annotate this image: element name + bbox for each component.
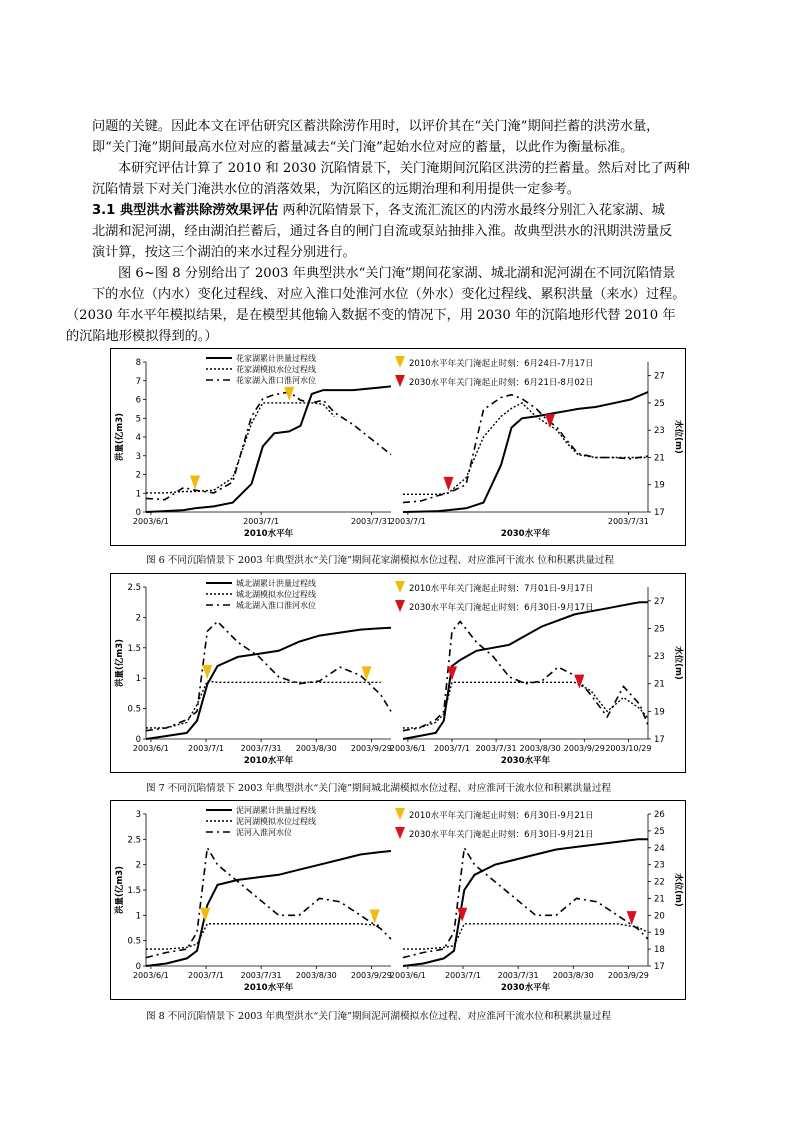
x-tick-label: 2003/8/30	[552, 971, 594, 980]
period-label-1: 2010水平年关门淹起止时刻：6月24日-7月17日	[409, 359, 594, 369]
left-tick-label: 8	[135, 358, 141, 368]
right-tick-label: 17	[654, 508, 665, 518]
panel-title: 2030水平年	[500, 529, 551, 539]
legend-label-1: 城北湖累计洪量过程线	[236, 579, 316, 588]
x-tick-label: 2003/7/31	[475, 744, 517, 753]
x-tick-label: 2003/6/1	[389, 744, 426, 753]
x-tick-label: 2003/6/1	[132, 971, 169, 980]
panel-title: 2030水平年	[500, 756, 551, 766]
sec-line-3: 演计算，按这三个湖泊的来水过程分别进行。	[92, 245, 356, 260]
left-tick-label: 4	[135, 433, 141, 443]
paragraph-1	[92, 116, 716, 158]
period-label-1: 2010水平年关门淹起止时刻：7月01日-9月17日	[409, 584, 594, 594]
right-tick-label: 23	[654, 652, 665, 663]
x-tick-label: 2003/7/1	[243, 517, 280, 526]
left-tick-label: 0	[135, 962, 141, 972]
p2-line-1: 本研究评估计算了 2010 和 2030 沉陷情景下，关门淹期间沉陷区洪涝的拦蓄量。然后对比了两种	[118, 161, 690, 176]
left-tick-label: 5	[135, 414, 141, 425]
paragraph-2	[92, 158, 716, 200]
right-tick-label: 27	[654, 596, 665, 607]
legend-label-3: 花家湖入淮口淮河水位	[236, 376, 316, 385]
figure-8-caption: 图 8 不同沉陷情景下 2003 年典型洪水“关门淹”期间泥河湖模拟水位过程、对应淮河干流水位和积累洪量过程	[146, 1011, 612, 1022]
x-tick-label: 2003/6/1	[132, 517, 169, 526]
sec-line-1: 两种沉陷情景下，各支流汇流区的内涝水最终分别汇入花家湖、城	[282, 203, 665, 218]
left-tick-label: 2.5	[127, 583, 141, 593]
x-tick-label: 2003/7/1	[389, 517, 426, 526]
left-tick-label: 2	[135, 470, 141, 481]
panel-title: 2010水平年	[243, 529, 294, 539]
left-axis-label: 洪量(亿m3)	[115, 412, 125, 462]
right-tick-label: 27	[654, 371, 665, 382]
legend-label-2: 花家湖模拟水位过程线	[236, 365, 316, 374]
x-tick-label: 2003/7/31	[240, 971, 282, 980]
p2-line-2: 沉陷情景下对关门淹洪水位的消落效果，为沉陷区的远期治理和利用提供一定参考。	[92, 182, 580, 197]
legend-label-3: 泥河入淮河水位	[236, 828, 292, 837]
period-label-1: 2010水平年关门淹起止时刻：6月30日-9月21日	[409, 811, 594, 821]
x-tick-label: 2003/7/31	[350, 517, 392, 526]
p1-line-1: 问题的关键。因此本文在评估研究区蓄洪除涝作用时，以评价其在“关门淹”期间拦蓄的洪涝水量，	[92, 119, 660, 134]
x-tick-label: 2003/8/30	[295, 971, 337, 980]
x-tick-label: 2003/9/29	[350, 971, 392, 980]
left-tick-label: 6	[135, 395, 141, 406]
x-tick-label: 2003/7/1	[434, 744, 470, 753]
x-tick-label: 2003/9/29	[607, 971, 649, 980]
x-tick-label: 2003/6/1	[389, 971, 426, 980]
p4-line-3: （2030 年水平年模拟结果，是在模型其他输入数据不变的情况下，用 2030 年的沉陷地形代替 2010 年	[66, 308, 676, 323]
left-tick-label: 1	[135, 489, 141, 500]
right-tick-label: 23	[654, 860, 665, 871]
figure-8	[110, 800, 686, 1000]
left-axis-label: 洪量(亿m3)	[115, 638, 125, 688]
section-heading: 3.1 典型洪水蓄洪除涝效果评估	[92, 203, 279, 218]
left-tick-label: 0	[135, 508, 141, 518]
x-tick-label: 2003/10/29	[605, 744, 652, 753]
right-tick-label: 21	[654, 894, 665, 905]
right-tick-label: 17	[654, 735, 665, 745]
x-tick-label: 2003/6/1	[132, 744, 169, 753]
right-tick-label: 19	[654, 707, 665, 718]
p4-line-4: 的沉陷地形模拟得到的。）	[66, 329, 218, 344]
left-axis-label: 洪量(亿m3)	[115, 865, 125, 915]
right-tick-label: 19	[654, 480, 665, 491]
right-tick-label: 19	[654, 928, 665, 939]
right-tick-label: 25	[654, 826, 665, 837]
x-tick-label: 2003/9/29	[350, 744, 392, 753]
p4-line-1: 图 6~图 8 分别给出了 2003 年典型洪水“关门淹”期间花家湖、城北湖和泥河湖在不同沉陷情景	[118, 266, 676, 281]
panel-title: 2010水平年	[243, 756, 294, 766]
figure-6	[110, 348, 686, 546]
right-tick-label: 23	[654, 426, 665, 437]
left-tick-label: 3	[135, 451, 141, 462]
figure-7-caption: 图 7 不同沉陷情景下 2003 年典型洪水“关门淹”期间城北湖模拟水位过程、对应淮河干流水位和积累洪量过程	[146, 783, 612, 794]
left-tick-label: 0.5	[127, 704, 141, 715]
x-tick-label: 2003/8/30	[295, 744, 337, 753]
p4-line-2: 下的水位（内水）变化过程线、对应入淮口处淮河水位（外水）变化过程线、累积洪量（来水）过程。	[92, 287, 686, 302]
right-axis-label: 水位(m)	[673, 873, 683, 907]
right-tick-label: 26	[654, 810, 665, 820]
figure-7-chart	[110, 573, 686, 773]
x-tick-label: 2003/7/31	[240, 744, 282, 753]
figure-8-chart	[110, 800, 686, 1000]
left-tick-label: 0	[135, 735, 141, 745]
p1-line-2: 即“关门淹”期间最高水位对应的蓄量减去“关门淹”起始水位对应的蓄量，以此作为衡量标准。	[92, 140, 634, 155]
sec-line-2: 北湖和泥河湖，经由湖泊拦蓄后，通过各自的闸门自流或泵站抽排入淮。故典型洪水的汛期洪涝量反	[92, 224, 673, 239]
x-tick-label: 2003/9/29	[563, 744, 605, 753]
left-tick-label: 0.5	[127, 936, 141, 947]
x-tick-label: 2003/7/31	[607, 517, 649, 526]
left-tick-label: 2	[135, 860, 141, 871]
period-label-2: 2030水平年关门淹起止时刻：6月30日-9月17日	[409, 603, 594, 613]
left-tick-label: 1.5	[127, 643, 141, 654]
legend-label-3: 城北湖入淮口淮河水位	[236, 601, 316, 610]
legend-label-1: 泥河湖累计洪量过程线	[236, 806, 316, 815]
right-tick-label: 21	[654, 453, 665, 464]
right-axis-label: 水位(m)	[673, 646, 683, 680]
x-tick-label: 2003/7/1	[188, 744, 224, 753]
paragraph-4	[66, 263, 716, 347]
right-tick-label: 17	[654, 962, 665, 972]
right-tick-label: 18	[654, 945, 665, 956]
figure-7	[110, 573, 686, 773]
panel-title: 2010水平年	[243, 983, 294, 993]
left-tick-label: 2	[135, 613, 141, 624]
left-tick-label: 1	[135, 911, 141, 922]
right-tick-label: 21	[654, 679, 665, 690]
period-label-2: 2030水平年关门淹起止时刻：6月21日-8月02日	[409, 378, 594, 388]
right-tick-label: 22	[654, 877, 665, 888]
x-tick-label: 2003/7/31	[497, 971, 539, 980]
right-tick-label: 20	[654, 911, 665, 922]
legend-label-1: 花家湖累计洪量过程线	[236, 354, 316, 363]
left-tick-label: 7	[135, 376, 141, 387]
section-3-1	[92, 200, 716, 263]
x-tick-label: 2003/7/1	[445, 971, 481, 980]
panel-title: 2030水平年	[500, 983, 551, 993]
right-tick-label: 25	[654, 624, 665, 635]
legend-label-2: 城北湖模拟水位过程线	[236, 590, 316, 599]
right-axis-label: 水位(m)	[673, 420, 683, 454]
x-tick-label: 2003/7/1	[188, 971, 224, 980]
period-label-2: 2030水平年关门淹起止时刻：6月30日-9月21日	[409, 830, 594, 840]
right-tick-label: 25	[654, 398, 665, 409]
left-tick-label: 1	[135, 674, 141, 685]
figure-6-caption: 图 6 不同沉陷情景下 2003 年典型洪水“关门淹”期间花家湖模拟水位过程、对应淮河干流水 位和积累洪量过程	[146, 555, 615, 566]
legend-label-2: 泥河湖模拟水位过程线	[236, 817, 316, 826]
right-tick-label: 24	[654, 843, 665, 854]
left-tick-label: 3	[135, 810, 141, 820]
left-tick-label: 2.5	[127, 835, 141, 846]
left-tick-label: 1.5	[127, 886, 141, 896]
figure-6-chart	[110, 348, 686, 546]
x-tick-label: 2003/8/30	[519, 744, 561, 753]
